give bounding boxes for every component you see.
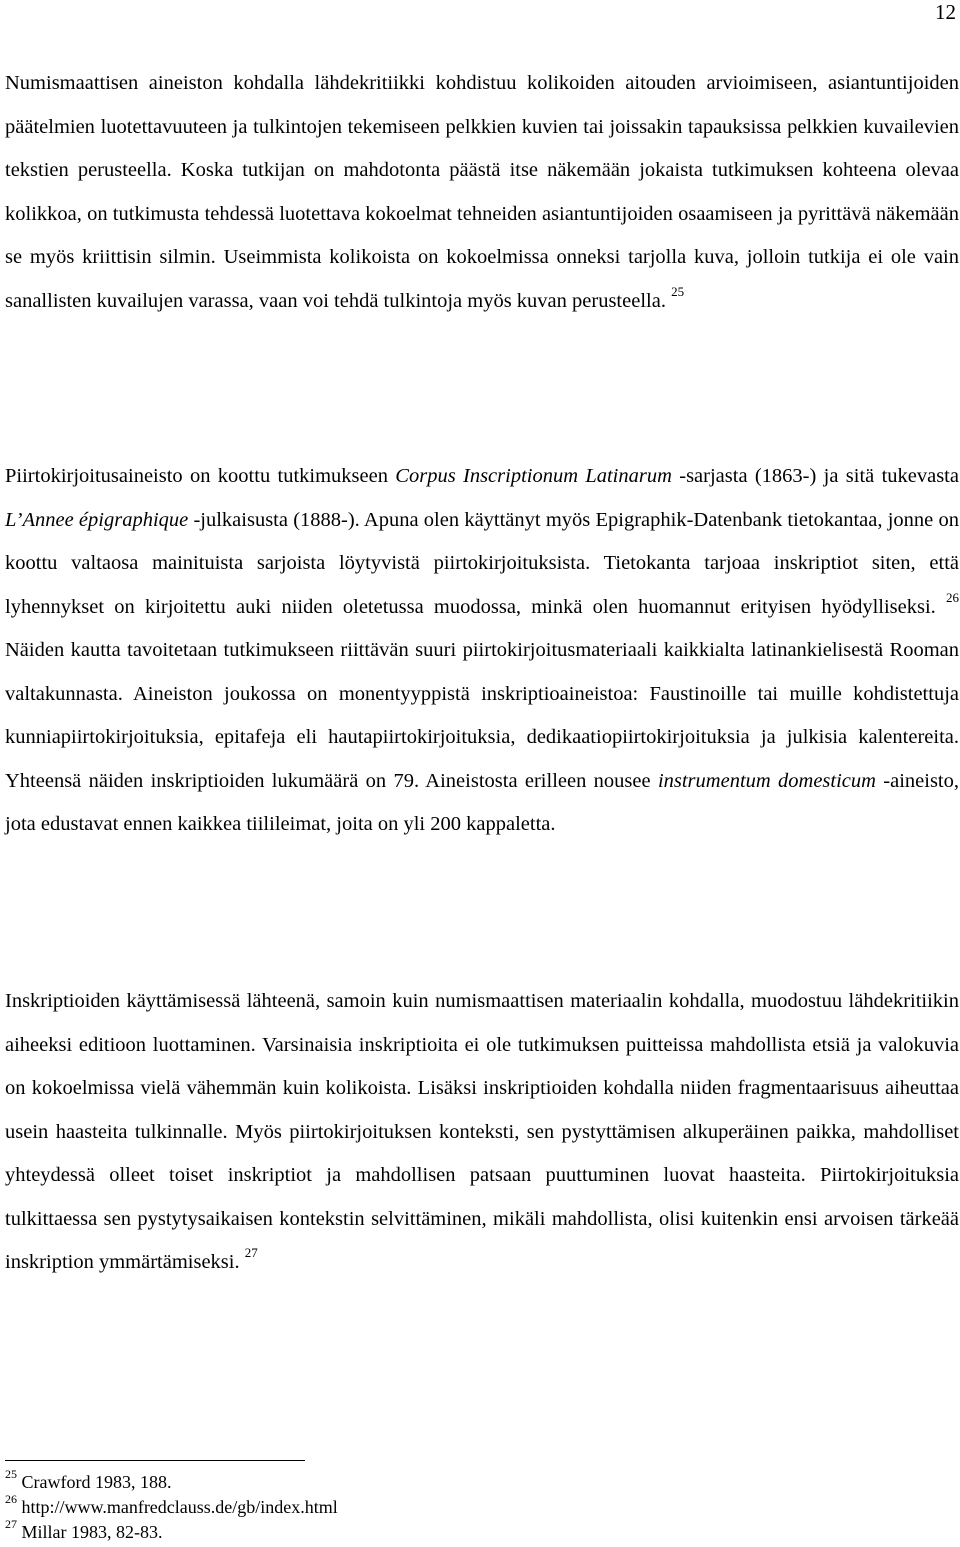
paragraph-inscription-source-criticism	[5, 980, 959, 1285]
italic-term: instrumentum domesticum	[657, 769, 876, 792]
paragraph-text: -sarjasta (1863-) ja sitä tukevasta	[671, 465, 959, 487]
footnote-number: 25	[5, 1467, 17, 1481]
paragraph-text: Näiden kautta tavoitetaan tutkimukseen riittävän suuri piirtokirjoitusmateriaali kaikkialta latinankielisestä Rooman valtakunnasta. Aineiston joukossa on monentyyppistä inskriptioaineistoa: Faustinoille tai muille kohdistettuja kunniapiirtokirjoituksia, epitafeja eli hautapiirtokirjoituksia, dedikaatiopiirtokirjoituksia ja julkisia kalentereita. Yhteensä näiden inskriptioiden lukumäärä on 79. Aineistosta erilleen nousee	[5, 639, 959, 792]
footnote-reference[interactable]: 26	[946, 589, 959, 605]
footnote-reference[interactable]: 27	[244, 1245, 258, 1261]
paragraph-text: -julkaisusta (1888-). Apuna olen käyttänyt myös Epigraphik-Datenbank tietokantaa, jonne on koottu valtaosa mainituista sarjoista löytyvistä piirtokirjoituksista. Tietokanta tarjoaa inskriptiot siten, että lyhennykset on kirjoitettu auki niiden oletetussa muodossa, minkä olen huomannut erityisen hyödylliseksi.	[5, 508, 959, 618]
paragraph-text: -aineisto, jota edustavat ennen kaikkea tiilileimat, joita on yli 200 kappaletta.	[5, 769, 959, 835]
paragraph-text: Numismaattisen aineiston kohdalla lähdekritiikki kohdistuu kolikoiden aitouden arvioimiseen, asiantuntijoiden päätelmien luotettavuuteen ja tulkintojen tekemiseen pelkkien kuvien tai joissakin tapauksissa pelkkien kuvailevien tekstien perusteella. Koska tutkijan on mahdotonta päästä itse näkemään jokaista tutkimuksen kohteena olevaa kolikkoa, on tutkimusta tehdessä luotettava kokoelmat tehneiden asiantuntijoiden osaamiseen ja pyrittävä näkemään se myös kriittisin silmin. Useimmista kolikoista on kokoelmissa onneksi tarjolla kuva, jolloin tutkija ei ole vain sanallisten kuvailujen varassa, vaan voi tehdä tulkintoja myös kuvan perusteella.	[5, 72, 959, 312]
paragraph-numismatic-source-criticism	[5, 62, 959, 323]
paragraph-inscription-material	[5, 455, 959, 847]
footnotes-section	[5, 1467, 338, 1545]
paragraph-text: Piirtokirjoitusaineisto on koottu tutkimukseen	[5, 465, 396, 487]
footnote-number: 27	[5, 1517, 17, 1531]
footnote-divider	[5, 1460, 305, 1461]
footnote	[5, 1517, 338, 1545]
italic-title: Corpus Inscriptionum Latinarum	[395, 465, 672, 487]
footnote	[5, 1467, 338, 1495]
footnote-text: Crawford 1983, 188.	[21, 1472, 172, 1492]
page-number: 12	[935, 0, 956, 24]
italic-title: L’Annee épigraphique	[5, 508, 189, 531]
footnote-reference[interactable]: 25	[671, 283, 685, 299]
footnote	[5, 1492, 338, 1520]
paragraph-text: Inskriptioiden käyttämisessä lähteenä, samoin kuin numismaattisen materiaalin kohdalla, muodostuu lähdekritiikin aiheeksi editioon luottaminen. Varsinaisia inskriptioita ei ole tutkimuksen puitteissa mahdollista etsiä ja valokuvia on kokoelmissa vielä vähemmän kuin kolikoista. Lisäksi inskriptioiden kohdalla niiden fragmentaarisuus aiheuttaa usein haasteita tulkinnalle. Myös piirtokirjoituksen konteksti, sen pystyttämisen alkuperäinen paikka, mahdolliset yhteydessä olleet toiset inskriptiot ja mahdollisen patsaan puuttuminen luovat haasteita. Piirtokirjoituksia tulkittaessa sen pystytysaikaisen kontekstin selvittäminen, mikäli mahdollista, olisi kuitenkin ensi arvoisen tärkeää inskription ymmärtämiseksi.	[5, 990, 959, 1273]
footnote-number: 26	[5, 1492, 17, 1506]
footnote-link[interactable]: http://www.manfredclauss.de/gb/index.html	[21, 1497, 338, 1517]
footnote-text: Millar 1983, 82-83.	[21, 1522, 163, 1542]
